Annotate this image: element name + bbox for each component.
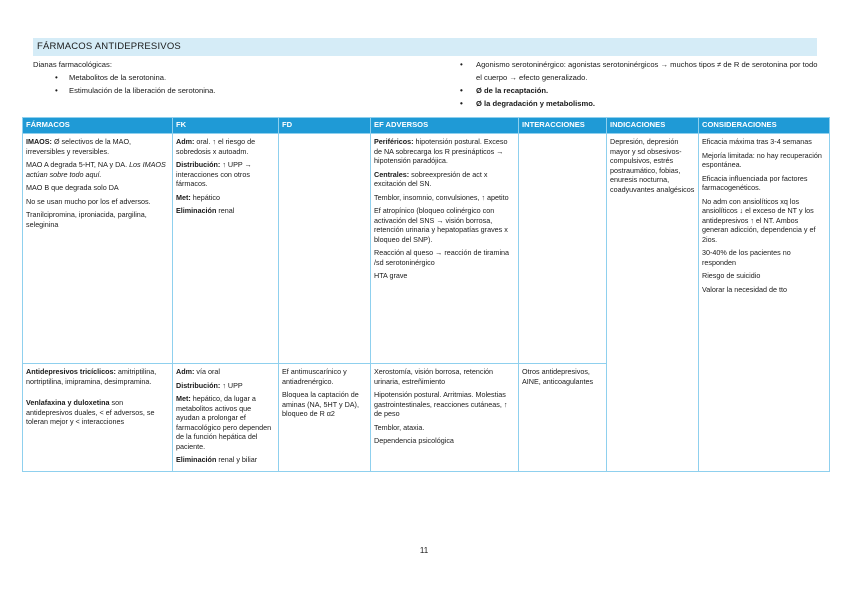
- cell-text: Adm:: [176, 137, 195, 146]
- intro-left: [33, 58, 433, 97]
- header-consideraciones: CONSIDERACIONES: [699, 118, 830, 134]
- table-header-row: [23, 118, 830, 134]
- cell-text: MAO A degrada 5-HT, NA y DA.: [26, 160, 130, 169]
- intro-left-list: [33, 71, 433, 97]
- cell-indicaciones: [607, 134, 699, 472]
- list-item: • Estimulación de la liberación de serotonina.: [33, 84, 433, 97]
- cell-text: MAO B que degrada solo DA: [26, 183, 119, 192]
- cell-text: amitriptilina, nortriptilina, imipramina, desimpramina.: [26, 367, 157, 386]
- cell-text: No adm con ansiolíticos xq los ansiolíticos ↓ el exceso de NT y los antidepresivos ↑ el NT. Ambos generan adicción, dependencia y ef 2ios.: [702, 196, 816, 244]
- cell-fd-imaos: [279, 134, 371, 364]
- cell-text: Ef antimuscarínico y antiadrenérgico.: [282, 367, 347, 386]
- cell-fk-imaos: [173, 134, 279, 364]
- list-item: • Metabolitos de la serotonina.: [33, 71, 433, 84]
- cell-farmacos-triciclicos: [23, 364, 173, 472]
- intro-left-heading: Dianas farmacológicas:: [33, 60, 112, 69]
- cell-text: Ø selectivos de la MAO, irreversibles y reversibles.: [26, 137, 132, 156]
- cell-text: Centrales:: [374, 169, 410, 179]
- cell-text: Eliminación: [176, 206, 217, 215]
- cell-text: oral. ↑ el riesgo de sobredosis x autoadm.: [176, 137, 256, 156]
- header-farmacos: FÁRMACOS: [23, 118, 173, 134]
- cell-text: Otros antidepresivos, AINE, anticoagulantes: [522, 367, 594, 386]
- cell-text: HTA grave: [374, 271, 408, 280]
- cell-fd-triciclicos: [279, 364, 371, 472]
- list-item: • Ø de la recaptación.: [452, 84, 822, 97]
- intro-right: [452, 58, 822, 110]
- cell-text: Antidepresivos tricíclicos:: [26, 367, 116, 376]
- cell-interacciones-triciclicos: [519, 364, 607, 472]
- cell-text: Ef atropínico (bloqueo colinérgico con activación del SNS → visión borrosa, retención urinaria y hepatopatías graves x bloqueo del SNP).: [374, 206, 508, 244]
- cell-text: Dependencia psicológica: [374, 436, 454, 445]
- cell-text: Periféricos:: [374, 137, 414, 146]
- cell-text: Eficacia máxima tras 3-4 semanas: [702, 137, 812, 146]
- cell-text: No se usan mucho por los ef adversos.: [26, 196, 151, 206]
- list-item: • Agonismo serotoninérgico: agonistas serotoninérgicos → muchos tipos ≠ de R de serotonina por todo el cuerpo → efecto generalizado.: [452, 58, 822, 84]
- cell-text: Mejoría limitada: no hay recuperación espontánea.: [702, 150, 822, 169]
- header-ef-adversos: EF ADVERSOS: [371, 118, 519, 134]
- cell-text: Hipotensión postural. Arritmias. Molestias gastrointestinales, reacciones cutáneas, ↑ de peso: [374, 390, 508, 418]
- cell-text: sobreexpresión de act x excitación del SN.: [374, 169, 488, 188]
- cell-text: son antidepresivos duales, < ef adversos, se toleran mejor y < interacciones: [26, 398, 155, 426]
- header-indicaciones: INDICACIONES: [607, 118, 699, 134]
- cell-text: Depresión, depresión mayor y sd obsesivos-compulsivos, estrés postraumático, fobias, enuresis nocturna, coadyuvantes analgésicos: [610, 137, 695, 194]
- cell-text: 30-40% de los pacientes no responden: [702, 248, 791, 267]
- cell-text: Temblor, ataxia.: [374, 422, 425, 432]
- cell-text: Los IMAOS actúan sobre todo aquí.: [26, 160, 166, 179]
- cell-text: Temblor, insomnio, convulsiones, ↑ apetito: [374, 192, 509, 202]
- cell-text: Venlafaxina y duloxetina: [26, 398, 110, 407]
- cell-text: IMAOS:: [26, 137, 52, 146]
- cell-interacciones-imaos: [519, 134, 607, 364]
- cell-text: Met:: [176, 394, 191, 403]
- cell-text: vía oral: [194, 367, 220, 376]
- cell-text: ↑ UPP: [220, 380, 243, 390]
- cell-text: Adm:: [176, 367, 195, 376]
- table-row: [23, 134, 830, 364]
- page-number: 11: [419, 546, 429, 555]
- cell-fk-triciclicos: [173, 364, 279, 472]
- intro-right-list: [452, 58, 822, 110]
- cell-ef-imaos: [371, 134, 519, 364]
- cell-text: Reacción al queso → reacción de tiramina /sd serotoninérgico: [374, 248, 510, 267]
- header-fk: FK: [173, 118, 279, 134]
- cell-text: ↑ UPP → interacciones con otros fármacos.: [176, 160, 252, 188]
- cell-text: renal y biliar: [216, 455, 258, 464]
- cell-text: Distribución:: [176, 160, 221, 169]
- drugs-table: [22, 117, 830, 472]
- list-item: • Ø la degradación y metabolismo.: [452, 97, 822, 110]
- cell-text: Tranilcipromina, iproniacida, pargilina, seleginina: [26, 210, 147, 229]
- cell-text: renal: [216, 206, 235, 215]
- cell-farmacos-imaos: [23, 134, 173, 364]
- cell-text: Eliminación: [176, 455, 217, 464]
- cell-text: Met:: [176, 192, 191, 202]
- cell-text: Xerostomía, visión borrosa, retención urinaria, estreñimiento: [374, 367, 494, 386]
- cell-text: Valorar la necesidad de tto: [702, 284, 787, 294]
- cell-text: Bloquea la captación de aminas (NA, 5HT y DA), bloqueo de R α2: [282, 390, 359, 418]
- header-fd: FD: [279, 118, 371, 134]
- cell-text: Riesgo de suicidio: [702, 271, 761, 280]
- cell-text: hepático, da lugar a metabolitos activos que ayudan a prolongar ef farmacológico pero dependen de la función hepática del paciente.: [176, 394, 272, 451]
- cell-text: hipotensión postural. Exceso de NA sobrecarga los R presinápticos → hipotensión paradójica.: [374, 137, 508, 165]
- cell-text: hepático: [190, 192, 220, 202]
- cell-ef-triciclicos: [371, 364, 519, 472]
- cell-consideraciones: [699, 134, 830, 472]
- page-title: FÁRMACOS ANTIDEPRESIVOS: [33, 38, 817, 56]
- cell-text: Eficacia influenciada por factores farmacogenéticos.: [702, 173, 808, 192]
- header-interacciones: INTERACCIONES: [519, 118, 607, 134]
- cell-text: Distribución:: [176, 380, 221, 390]
